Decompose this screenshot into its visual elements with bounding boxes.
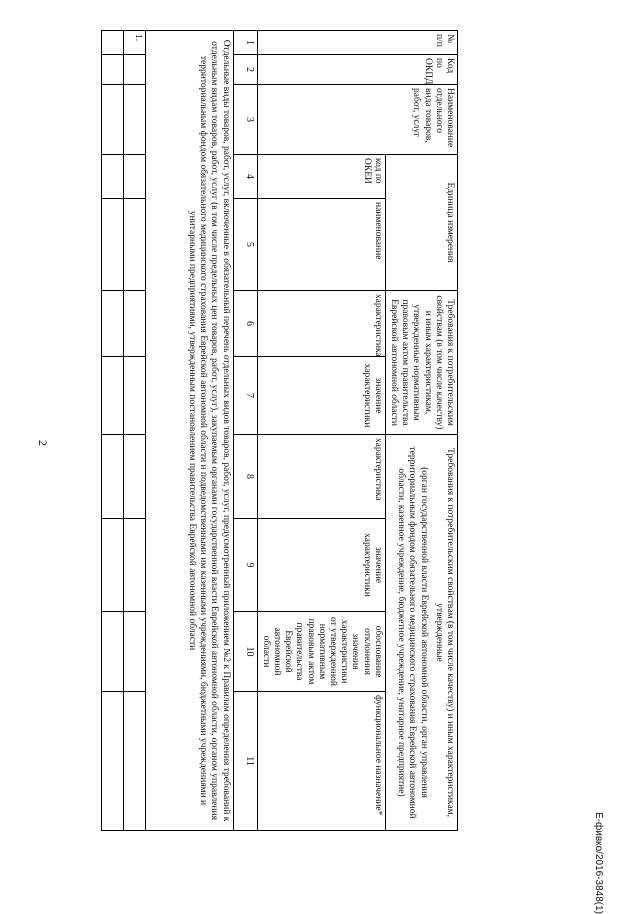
empty-cell	[101, 357, 123, 435]
empty-cell	[123, 85, 145, 155]
empty-cell	[101, 199, 123, 291]
page-number: 2	[36, 440, 50, 446]
column-number-cell: 8	[233, 435, 257, 519]
empty-cell	[101, 85, 123, 155]
empty-cell	[101, 692, 123, 831]
header-okei-code-cell: код по ОКЕИ	[257, 155, 385, 199]
empty-cell	[101, 55, 123, 85]
header-row-1	[385, 31, 457, 831]
column-number-cell: 11	[233, 692, 257, 831]
section-description: Отдельные виды товаров, работ, услуг, включенные в обязательный перечень отдельных видов товаров, работ, услуг, предусмотренный приложением №2 к Правилам определения требований к отдельным видам товаров, работ, услуг (в том числе предельных цен товаров, работ, услуг), закупаемым органами государственной власти Еврейской автономной области, органом управления территориальным фондом обязательного медицинского страхования Еврейской автономной области и подведомственными им казенными учреждениями, бюджетными учреждениями и унитарными предприятиями, утвержденным постановлением правительства Еврейской автономной области	[145, 31, 233, 831]
landscape-table-container	[30, 30, 458, 830]
empty-cell	[101, 612, 123, 692]
empty-cell	[101, 155, 123, 199]
empty-cell	[123, 55, 145, 85]
header-okpd-cell: Код по ОКПД	[257, 55, 457, 85]
data-row	[123, 31, 145, 831]
column-number-cell: 1	[233, 31, 257, 55]
empty-cell	[101, 31, 123, 55]
header-authority-note: (орган государственной власти Еврейской автономной области, орган управления территориальным фондом обязательного медицинского страхования Еврейской автономной области, казенное учреждение, бюджетное учреждение, унитарное предприятие)	[396, 446, 429, 819]
empty-cell	[123, 612, 145, 692]
empty-row	[101, 31, 123, 831]
header-unit-name-cell: наименование	[257, 199, 385, 291]
column-number-cell: 10	[233, 612, 257, 692]
empty-cell	[123, 519, 145, 612]
empty-cell	[101, 291, 123, 357]
empty-cell	[123, 435, 145, 519]
section-row	[145, 31, 233, 831]
empty-cell	[123, 357, 145, 435]
header-a-characteristic-cell: характеристика	[257, 291, 385, 357]
header-b-characteristic-cell: характеристика	[257, 435, 385, 519]
column-number-cell: 9	[233, 519, 257, 612]
row-number-cell: 1.	[123, 31, 145, 55]
column-number-cell: 2	[233, 55, 257, 85]
footer-document-id: Е-фивко/2016-3848(1)	[593, 812, 604, 914]
column-numbers-row	[233, 31, 257, 831]
header-b-justification-cell: обоснование отклонения значения характеристики от утвержденной нормативным правовым актом правительства Еврейской автономной области	[257, 612, 385, 692]
header-b-function-cell: функциональное назначение*	[257, 692, 385, 831]
empty-cell	[123, 199, 145, 291]
empty-cell	[123, 291, 145, 357]
empty-cell	[101, 519, 123, 612]
header-authority-title: Требования к потребительским свойствам (в том числе качеству) и иным характеристикам, утвержденные	[433, 447, 455, 818]
header-item-name-cell: Наименование отдельного вида товаров, работ, услуг	[257, 85, 457, 155]
column-number-cell: 4	[233, 155, 257, 199]
header-authority-requirements	[385, 435, 457, 831]
column-number-cell: 6	[233, 291, 257, 357]
empty-cell	[101, 435, 123, 519]
empty-cell	[123, 155, 145, 199]
header-number-cell: № п/п	[257, 31, 457, 55]
column-number-cell: 3	[233, 85, 257, 155]
header-unit-group: Единица измерения	[385, 155, 457, 291]
header-b-value-cell: значение характеристики	[257, 519, 385, 612]
column-number-cell: 5	[233, 199, 257, 291]
header-approved-requirements: Требования к потребительским свойствам (в том числе качеству) и иным характеристикам, утвержденные нормативным правовым актом правительства Еврейской автономной области	[385, 291, 457, 435]
empty-cell	[123, 692, 145, 831]
column-number-cell: 7	[233, 357, 257, 435]
requirements-table	[101, 30, 458, 831]
header-a-value-cell: значение характеристики	[257, 357, 385, 435]
